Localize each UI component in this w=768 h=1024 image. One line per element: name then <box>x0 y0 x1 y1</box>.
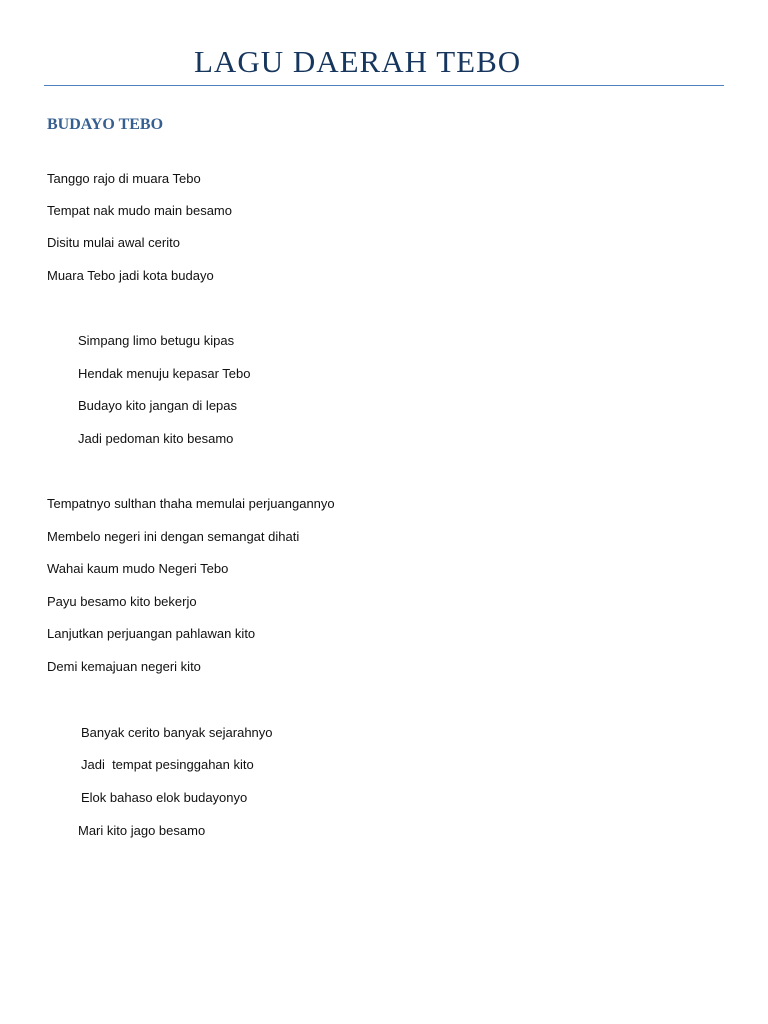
title-underline <box>44 85 724 86</box>
stanza4-line: Elok bahaso elok budayonyo <box>81 790 248 805</box>
stanza3-line: Tempatnyo sulthan thaha memulai perjuangannyo <box>47 496 335 511</box>
stanza1-line: Muara Tebo jadi kota budayo <box>47 268 214 283</box>
stanza1-line: Tanggo rajo di muara Tebo <box>47 171 201 186</box>
document-title: LAGU DAERAH TEBO <box>194 44 522 79</box>
song-title: BUDAYO TEBO <box>47 116 164 133</box>
stanza1-line: Tempat nak mudo main besamo <box>47 203 232 218</box>
stanza3-line: Lanjutkan perjuangan pahlawan kito <box>47 626 256 641</box>
stanza3-line: Payu besamo kito bekerjo <box>47 594 197 609</box>
stanza2-line: Jadi pedoman kito besamo <box>78 431 234 446</box>
stanza3-line: Demi kemajuan negeri kito <box>47 659 201 674</box>
stanza4-line: Banyak cerito banyak sejarahnyo <box>81 725 273 740</box>
stanza4-line: Jadi tempat pesinggahan kito <box>81 757 254 772</box>
stanza2-line: Hendak menuju kepasar Tebo <box>78 366 251 381</box>
stanza1-line: Disitu mulai awal cerito <box>47 235 180 250</box>
stanza4-line: Mari kito jago besamo <box>78 823 206 838</box>
stanza3-line: Wahai kaum mudo Negeri Tebo <box>47 561 229 576</box>
stanza2-line: Simpang limo betugu kipas <box>78 333 235 348</box>
stanza3-line: Membelo negeri ini dengan semangat dihati <box>47 529 300 544</box>
stanza2-line: Budayo kito jangan di lepas <box>78 398 238 413</box>
